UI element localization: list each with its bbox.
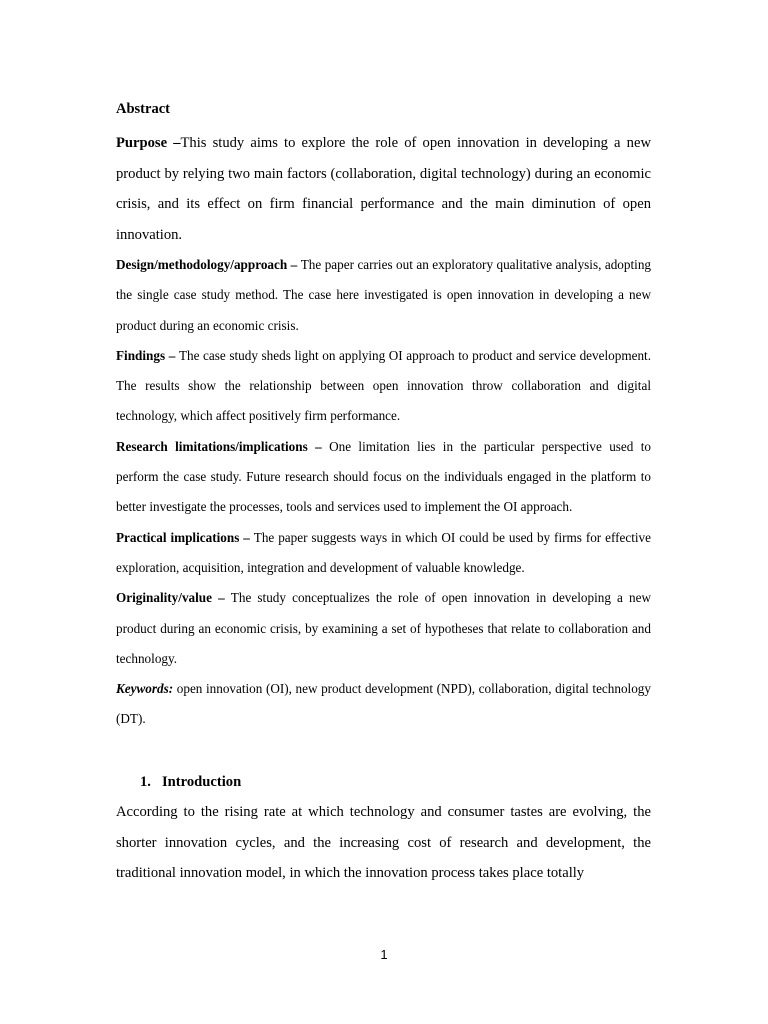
- practical-text: The paper suggests ways in which OI could be used by firms for effective exploration, acquisition, integration and development of valuable knowledge.: [116, 529, 652, 575]
- introduction-heading: [116, 767, 651, 798]
- limitations-text: One limitation lies in the particular perspective used to perform the case study. Future research should focus on the individuals engaged in the platform to better investigate the processes, tools and services used to implement the OI approach.: [116, 438, 652, 515]
- originality-label: Originality/value: [116, 590, 212, 606]
- abstract-keywords: [116, 674, 651, 735]
- introduction-number: 1.: [140, 773, 151, 790]
- keywords-text: open innovation (OI), new product development (NPD), collaboration, digital technology (DT).: [116, 681, 651, 727]
- practical-separator: –: [239, 529, 254, 545]
- originality-text: The study conceptualizes the role of open innovation in developing a new product during an economic crisis, by examining a set of hypotheses that relate to collaboration and technology.: [116, 590, 651, 666]
- abstract-heading: Abstract: [116, 101, 170, 117]
- introduction-paragraph: According to the rising rate at which technology and consumer tastes are evolving, the shorter innovation cycles, and the increasing cost of research and development, the traditional innovation model, in which the innovation process takes place totally: [116, 804, 651, 882]
- abstract-originality: [116, 583, 651, 674]
- introduction-title: Introduction: [162, 773, 242, 790]
- abstract-design: [116, 250, 651, 341]
- design-text: The paper carries out an exploratory qualitative analysis, adopting the single case study method. The case here investigated is open innovation in developing a new product during an economic crisis.: [116, 257, 652, 333]
- paper-page: [116, 98, 651, 889]
- page-number: 1: [380, 947, 388, 962]
- abstract-practical: [116, 523, 651, 584]
- findings-label: Findings: [116, 347, 166, 363]
- limitations-separator: –: [307, 438, 330, 454]
- purpose-label: Purpose: [116, 135, 168, 151]
- design-label: Design/methodology/approach: [116, 257, 288, 272]
- design-separator: –: [287, 257, 301, 272]
- purpose-text: This study aims to explore the role of open innovation in developing a new product by relying two main factors (collaboration, digital technology) during an economic crisis, and its effect on firm financial performance and the main diminution of open innovation.: [116, 135, 651, 243]
- limitations-label: Research limitations/implications: [116, 438, 308, 454]
- abstract-findings: [116, 341, 651, 432]
- abstract-purpose: [116, 128, 651, 250]
- findings-separator: –: [165, 347, 179, 363]
- keywords-label: Keywords:: [116, 681, 174, 697]
- practical-label: Practical implications: [116, 529, 240, 545]
- originality-separator: –: [211, 590, 231, 606]
- purpose-separator: –: [167, 135, 181, 151]
- findings-text: The case study sheds light on applying OI approach to product and service development. The results show the relationship between open innovation throw collaboration and digital technology, which affect positively firm performance.: [116, 347, 652, 424]
- abstract-limitations: [116, 432, 651, 523]
